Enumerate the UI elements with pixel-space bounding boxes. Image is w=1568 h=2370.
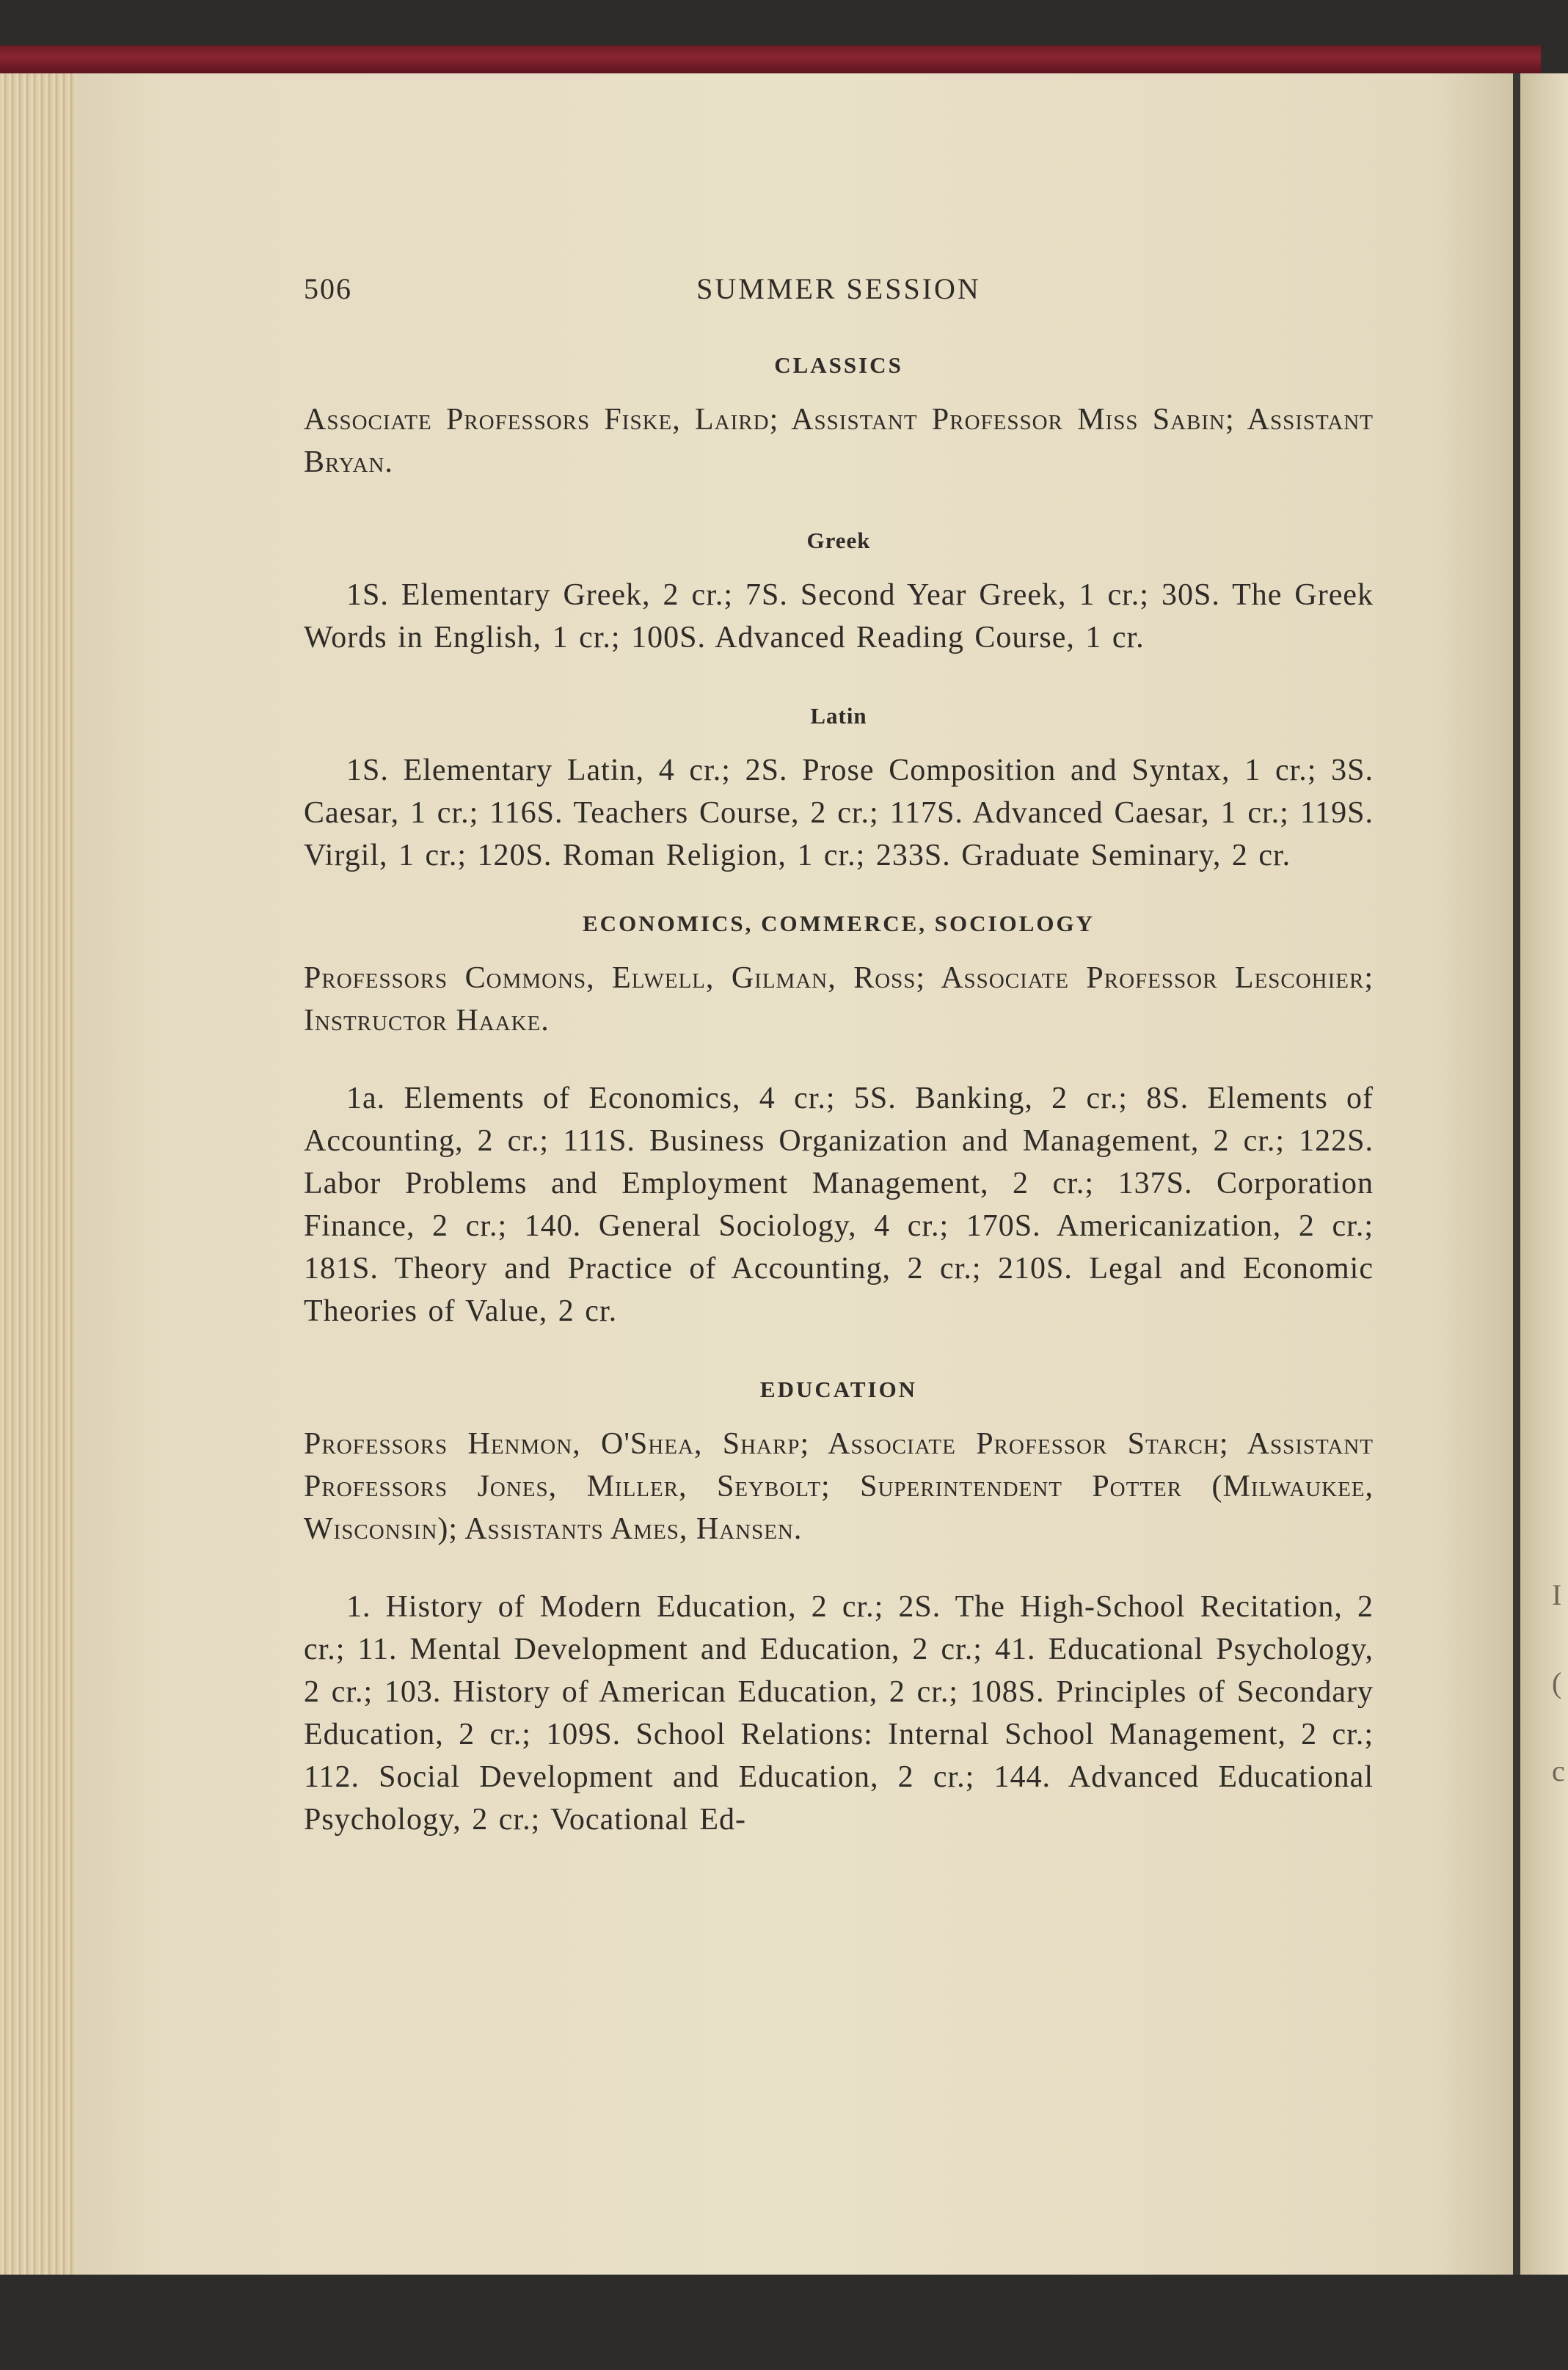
book-binding bbox=[0, 45, 1541, 73]
course-list-education: 1. History of Modern Education, 2 cr.; 2S. The High-School Recitation, 2 cr.; 11. Mental Development and Education, 2 cr.; 41. Educational Psychology, 2 cr.; 103. History of American Education, 2 cr.; 108S. Principles of Secondary Education, 2 cr.; 109S. School Relations: Internal School Management, 2 cr.; 112. Social Development and Education, 2 cr.; 144. Advanced Educational Psychology, 2 cr.; Vocational Ed- bbox=[304, 1590, 1374, 1837]
course-list-latin: 1S. Elementary Latin, 4 cr.; 2S. Prose Composition and Syntax, 1 cr.; 3S. Caesar, 1 cr.; 116S. Teachers Course, 2 cr.; 117S. Advanced Caesar, 1 cr.; 119S. Virgil, 1 cr.; 120S. Roman Religion, 1 cr.; 233S. Graduate Seminary, 2 cr. bbox=[304, 754, 1374, 872]
course-list-greek: 1S. Elementary Greek, 2 cr.; 7S. Second Year Greek, 1 cr.; 30S. The Greek Words in English, 1 cr.; 100S. Advanced Reading Course, 1 cr. bbox=[304, 578, 1374, 655]
running-head bbox=[304, 271, 1374, 316]
faculty-list-classics: Associate Professors Fiske, Laird; Assistant Professor Miss Sabin; Assistant Bryan. bbox=[304, 403, 1374, 479]
section-heading-education: EDUCATION bbox=[759, 1377, 918, 1402]
section-heading-economics: ECONOMICS, COMMERCE, SOCIOLOGY bbox=[583, 911, 1095, 936]
section-classics bbox=[304, 354, 1374, 877]
page-stack-edge bbox=[0, 73, 82, 2275]
facing-page-glyph: I bbox=[1552, 1578, 1562, 1611]
faculty-list-education: Professors Henmon, O'Shea, Sharp; Associate Professor Starch; Assistant Professors Jones, Miller, Seybolt; Superintendent Potter (Milwaukee, Wisconsin); Assistants Ames, Hansen. bbox=[304, 1427, 1374, 1546]
course-list-economics: 1a. Elements of Economics, 4 cr.; 5S. Banking, 2 cr.; 8S. Elements of Accounting, 2 cr.; 111S. Business Organization and Management, 2 cr.; 122S. Labor Problems and Employment Management, 2 cr.; 137S. Corporation Finance, 2 cr.; 140. General Sociology, 4 cr.; 170S. Americanization, 2 cr.; 181S. Theory and Practice of Accounting, 2 cr.; 210S. Legal and Economic Theories of Value, 2 cr. bbox=[304, 1082, 1374, 1328]
subheading-latin: Latin bbox=[810, 703, 867, 729]
facing-page-glyph: c bbox=[1552, 1754, 1565, 1787]
page-number: 506 bbox=[304, 272, 352, 305]
page-text bbox=[304, 271, 1374, 1841]
section-heading-classics: CLASSICS bbox=[774, 352, 903, 378]
book-gutter bbox=[1513, 73, 1520, 2275]
subheading-greek: Greek bbox=[806, 528, 871, 553]
section-economics bbox=[304, 912, 1374, 1332]
facing-page-glyph: ( bbox=[1552, 1666, 1562, 1699]
facing-page-edge bbox=[1520, 73, 1568, 2275]
faculty-list-economics: Professors Commons, Elwell, Gilman, Ross; Associate Professor Lescohier; Instructor Haake. bbox=[304, 961, 1374, 1038]
section-education bbox=[304, 1378, 1374, 1841]
running-title: SUMMER SESSION bbox=[696, 272, 981, 305]
